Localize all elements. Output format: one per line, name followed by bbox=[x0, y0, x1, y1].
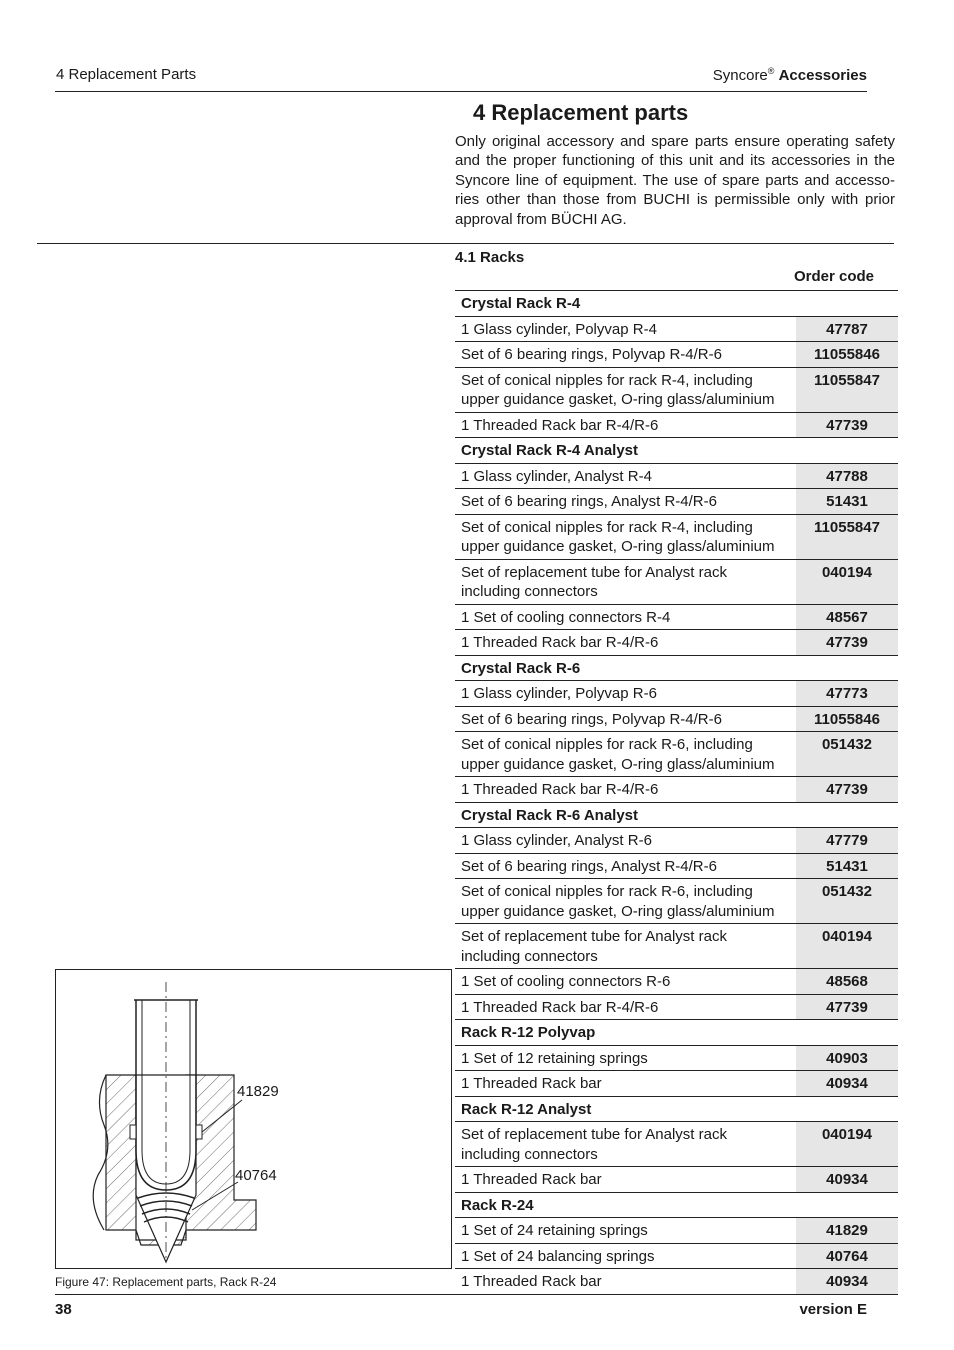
part-description: Set of 6 bearing rings, Polyvap R-4/R-6 bbox=[461, 710, 722, 728]
order-code: 11055846 bbox=[796, 707, 898, 732]
part-description: 1 Threaded Rack bar bbox=[461, 1075, 602, 1092]
part-description: 1 Set of 24 retaining springs bbox=[461, 1222, 648, 1239]
parts-table bbox=[455, 290, 898, 1295]
part-row bbox=[455, 342, 898, 368]
order-code: 040194 bbox=[796, 1122, 898, 1166]
order-code: 11055847 bbox=[796, 515, 898, 559]
part-description: Set of replacement tube for Analyst rack including connectors bbox=[461, 1126, 727, 1163]
part-row bbox=[455, 560, 898, 605]
group-name: Crystal Rack R-4 Analyst bbox=[461, 442, 639, 459]
order-code: 11055846 bbox=[796, 342, 898, 367]
registered-mark: ® bbox=[767, 66, 775, 76]
order-code: 51431 bbox=[796, 489, 898, 514]
order-code: 40934 bbox=[796, 1167, 898, 1192]
section-title: 4.1 Racks bbox=[455, 249, 525, 266]
part-description: 1 Glass cylinder, Polyvap R-6 bbox=[461, 685, 657, 702]
group-header-row bbox=[455, 438, 898, 464]
document-version: version E bbox=[799, 1301, 867, 1318]
part-row bbox=[455, 995, 898, 1021]
order-code: 48568 bbox=[796, 969, 898, 994]
part-row bbox=[455, 630, 898, 656]
part-row bbox=[455, 854, 898, 880]
part-row bbox=[455, 515, 898, 560]
group-header-row bbox=[455, 1193, 898, 1219]
part-description: Set of replacement tube for Analyst rack including connectors bbox=[461, 563, 727, 600]
footer-rule bbox=[55, 1294, 867, 1295]
order-code: 47787 bbox=[796, 317, 898, 342]
order-code: 051432 bbox=[796, 879, 898, 923]
part-row bbox=[455, 1269, 898, 1295]
part-row bbox=[455, 732, 898, 777]
part-row bbox=[455, 828, 898, 854]
part-row bbox=[455, 924, 898, 969]
order-code: 40934 bbox=[796, 1269, 898, 1294]
part-description: 1 Threaded Rack bar R-4/R-6 bbox=[461, 781, 659, 798]
figure-rack-r24 bbox=[55, 969, 452, 1269]
order-code: 48567 bbox=[796, 605, 898, 630]
part-row bbox=[455, 368, 898, 413]
order-code: 051432 bbox=[796, 732, 898, 776]
part-description: 1 Threaded Rack bar bbox=[461, 1273, 602, 1290]
order-code: 040194 bbox=[796, 560, 898, 604]
part-description: 1 Glass cylinder, Analyst R-6 bbox=[461, 832, 652, 849]
part-description: Set of 6 bearing rings, Analyst R-4/R-6 bbox=[461, 857, 717, 875]
page-number: 38 bbox=[55, 1301, 72, 1318]
part-description: Set of conical nipples for rack R-6, including upper guidance gasket, O-ring glass/aluminium bbox=[461, 736, 775, 773]
part-row bbox=[455, 464, 898, 490]
group-header-row bbox=[455, 1097, 898, 1123]
order-code: 40903 bbox=[796, 1046, 898, 1071]
part-description: Set of 6 bearing rings, Polyvap R-4/R-6 bbox=[461, 346, 722, 363]
group-header-row bbox=[455, 291, 898, 317]
part-row bbox=[455, 1046, 898, 1072]
order-code: 40764 bbox=[796, 1244, 898, 1269]
group-name: Crystal Rack R-6 Analyst bbox=[461, 806, 639, 824]
callout-balancing-spring: 40764 bbox=[235, 1167, 277, 1184]
part-description: Set of conical nipples for rack R-4, including upper guidance gasket, O-ring glass/aluminium bbox=[461, 518, 775, 555]
part-description: 1 Threaded Rack bar R-4/R-6 bbox=[461, 998, 659, 1016]
order-code: 47788 bbox=[796, 464, 898, 489]
running-header-section: 4 Replacement Parts bbox=[56, 66, 197, 83]
part-description: Set of replacement tube for Analyst rack including connectors bbox=[461, 928, 727, 965]
part-description: 1 Set of 24 balancing springs bbox=[461, 1247, 655, 1265]
part-description: 1 Threaded Rack bar R-4/R-6 bbox=[461, 634, 659, 651]
part-description: 1 Glass cylinder, Analyst R-4 bbox=[461, 467, 652, 485]
group-header-row bbox=[455, 656, 898, 682]
part-row bbox=[455, 777, 898, 803]
intro-paragraph: Only original accessory and spare parts ensure operating safety and the proper functioning of this unit and its accessories in the Syncore line of equipment. The use of spare parts and accesso-ries other than those from BUCHI is permissible only with prior approval from BÜCHI AG. bbox=[455, 133, 895, 228]
part-description: Set of 6 bearing rings, Analyst R-4/R-6 bbox=[461, 493, 717, 510]
part-row bbox=[455, 1167, 898, 1193]
part-row bbox=[455, 1218, 898, 1244]
group-name: Rack R-12 Analyst bbox=[461, 1100, 592, 1118]
part-row bbox=[455, 707, 898, 733]
running-header-product bbox=[713, 66, 867, 84]
part-description: 1 Glass cylinder, Polyvap R-4 bbox=[461, 320, 657, 338]
group-name: Crystal Rack R-4 bbox=[461, 295, 581, 312]
group-name: Rack R-12 Polyvap bbox=[461, 1024, 596, 1041]
order-code: 040194 bbox=[796, 924, 898, 968]
part-row bbox=[455, 1244, 898, 1270]
order-code: 40934 bbox=[796, 1071, 898, 1096]
order-code: 47739 bbox=[796, 777, 898, 802]
callout-retaining-spring: 41829 bbox=[237, 1083, 279, 1100]
part-row bbox=[455, 879, 898, 924]
part-description: 1 Set of cooling connectors R-4 bbox=[461, 608, 671, 626]
group-name: Rack R-24 bbox=[461, 1196, 534, 1214]
figure-caption: Figure 47: Replacement parts, Rack R-24 bbox=[55, 1275, 277, 1289]
group-header-row bbox=[455, 803, 898, 829]
part-description: 1 Threaded Rack bar bbox=[461, 1171, 602, 1188]
order-code-header: Order code bbox=[794, 268, 875, 285]
rack-cross-section-drawing bbox=[56, 970, 451, 1268]
part-row bbox=[455, 413, 898, 439]
group-name: Crystal Rack R-6 bbox=[461, 659, 581, 677]
order-code: 47779 bbox=[796, 828, 898, 853]
part-description: Set of conical nipples for rack R-6, including upper guidance gasket, O-ring glass/aluminium bbox=[461, 883, 775, 920]
order-code: 47739 bbox=[796, 995, 898, 1020]
section-rule bbox=[37, 243, 894, 244]
chapter-title: 4 Replacement parts bbox=[473, 100, 689, 125]
part-row bbox=[455, 1122, 898, 1167]
brand-name: Syncore bbox=[712, 67, 768, 84]
part-description: Set of conical nipples for rack R-4, including upper guidance gasket, O-ring glass/aluminium bbox=[461, 371, 775, 408]
part-row bbox=[455, 969, 898, 995]
part-row bbox=[455, 489, 898, 515]
order-code: 11055847 bbox=[796, 368, 898, 412]
part-description: 1 Set of 12 retaining springs bbox=[461, 1049, 648, 1067]
part-row bbox=[455, 1071, 898, 1097]
order-code: 41829 bbox=[796, 1218, 898, 1243]
order-code: 47739 bbox=[796, 413, 898, 438]
order-code: 47739 bbox=[796, 630, 898, 655]
part-row bbox=[455, 317, 898, 343]
header-rule bbox=[55, 91, 867, 92]
order-code: 47773 bbox=[796, 681, 898, 706]
part-row bbox=[455, 681, 898, 707]
part-row bbox=[455, 605, 898, 631]
part-description: 1 Threaded Rack bar R-4/R-6 bbox=[461, 416, 659, 434]
order-code: 51431 bbox=[796, 854, 898, 879]
group-header-row bbox=[455, 1020, 898, 1046]
part-description: 1 Set of cooling connectors R-6 bbox=[461, 973, 671, 990]
header-accessories: Accessories bbox=[778, 67, 867, 84]
